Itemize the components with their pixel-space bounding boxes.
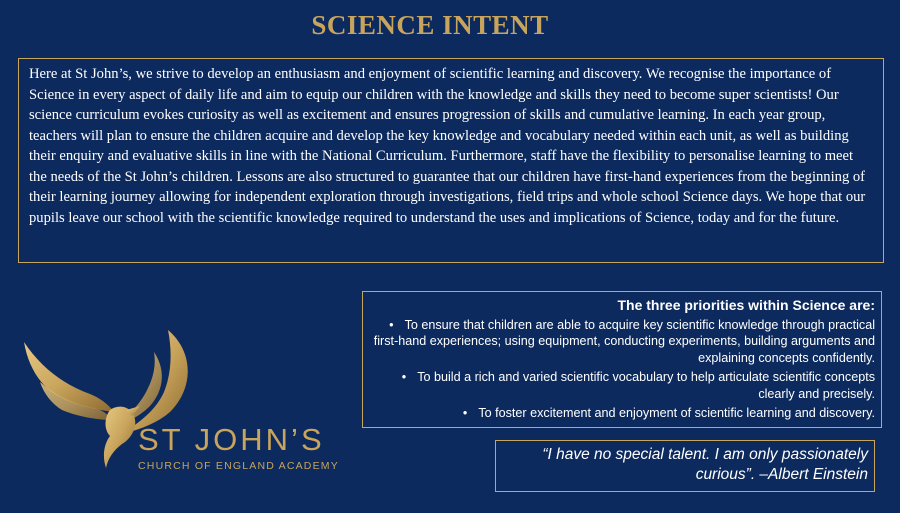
einstein-quote: “I have no special talent. I am only passionately curious”. –Albert Einstein	[495, 440, 875, 492]
priority-text: To build a rich and varied scientific vocabulary to help articulate scientific concepts clearly and precisely.	[417, 370, 875, 401]
priorities-panel	[362, 291, 882, 428]
bullet-icon: •	[389, 318, 394, 332]
bullet-icon: •	[401, 370, 407, 385]
priority-text: To foster excitement and enjoyment of scientific learning and discovery.	[478, 406, 875, 421]
priorities-heading: The three priorities within Science are:	[617, 297, 875, 313]
page-title: SCIENCE INTENT	[311, 10, 549, 40]
priority-item	[369, 405, 875, 421]
priority-text: To ensure that children are able to acquire key scientific knowledge through practical first-hand experiences; using equipment, conducting experiments, building arguments and explaining concepts confidently.	[373, 318, 875, 365]
bullet-icon: •	[462, 406, 468, 421]
priority-item	[369, 369, 875, 402]
priority-item	[369, 317, 875, 366]
intro-text: Here at St John’s, we strive to develop an enthusiasm and enjoyment of scientific learning and discovery. We recognise the importance of Science in every aspect of daily life and aim to equip our children with the knowledge and skills they need to become super scientists! Our science curriculum evokes curiosity as well as excitement and ensures progression of skills and cumulative learning. In each year group, teachers will plan to ensure the children acquire and develop the key knowledge and vocabulary needed within each unit, as well as building their enquiry and evaluative skills in line with the National Curriculum. Furthermore, staff have the flexibility to personalise learning to meet the needs of the St John’s children. Lessons are also structured to guarantee that our children have first-hand experiences from the beginning of their learning journey allowing for independent exploration through investigations, field trips and whole school Science days. We hope that our pupils leave our school with the scientific knowledge required to understand the uses and implications of Science, today and for the future.	[18, 58, 884, 263]
school-subtitle: CHURCH OF ENGLAND ACADEMY	[138, 460, 339, 472]
school-name: ST JOHN’S	[138, 422, 325, 457]
priorities-list	[369, 317, 875, 421]
